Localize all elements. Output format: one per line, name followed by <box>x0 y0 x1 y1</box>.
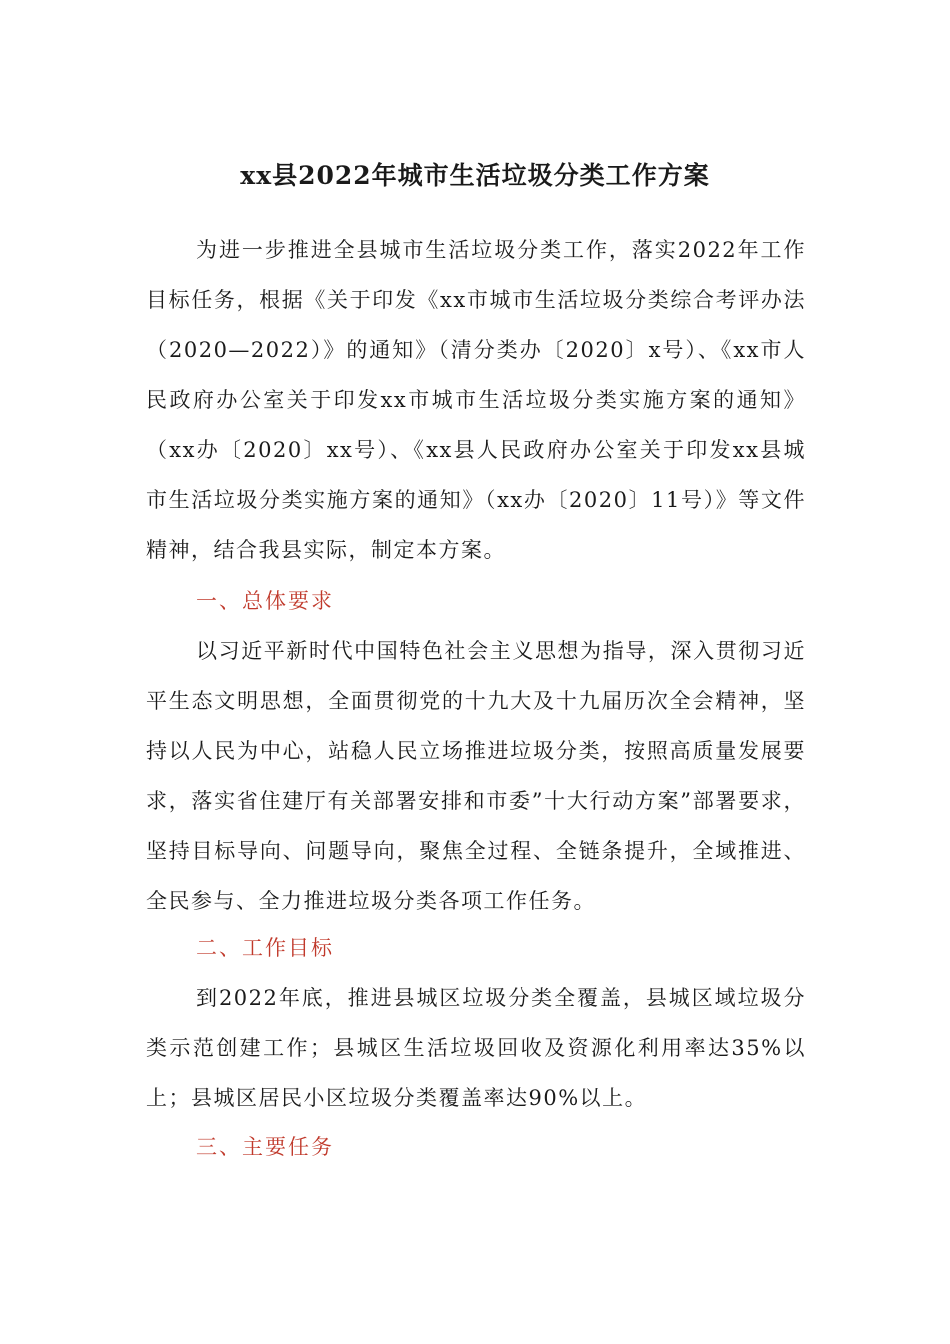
intro-paragraph: 为进一步推进全县城市生活垃圾分类工作，落实2022年工作目标任务，根据《关于印发《xx市城市生活垃圾分类综合考评办法（2020—2022）》的通知》（清分类办〔2020〕x号）、《xx市人民政府办公室关于印发xx市城市生活垃圾分类实施方案的通知》（xx办〔2020〕xx号）、《xx县人民政府办公室关于印发xx县城市生活垃圾分类实施方案的通知》（xx办〔2020〕11号）》等文件精神，结合我县实际，制定本方案。 <box>146 238 806 562</box>
section-heading-overall-requirements: 一、总体要求 <box>196 589 334 613</box>
section-work-goals-body: 到2022年底，推进县城区垃圾分类全覆盖，县城区域垃圾分类示范创建工作；县城区生活垃圾回收及资源化利用率达35%以上；县城区居民小区垃圾分类覆盖率达90%以上。 <box>146 986 806 1110</box>
section-overall-requirements-body: 以习近平新时代中国特色社会主义思想为指导，深入贯彻习近平生态文明思想，全面贯彻党的十九大及十九届历次全会精神，坚持以人民为中心，站稳人民立场推进垃圾分类，按照高质量发展要求，落实省住建厅有关部署安排和市委”十大行动方案”部署要求，坚持目标导向、问题导向，聚焦全过程、全链条提升，全域推进、全民参与、全力推进垃圾分类各项工作任务。 <box>146 639 806 913</box>
section-heading-main-tasks: 三、主要任务 <box>196 1135 334 1159</box>
document-title: xx县2022年城市生活垃圾分类工作方案 <box>240 161 710 190</box>
section-heading-work-goals: 二、工作目标 <box>196 936 334 960</box>
